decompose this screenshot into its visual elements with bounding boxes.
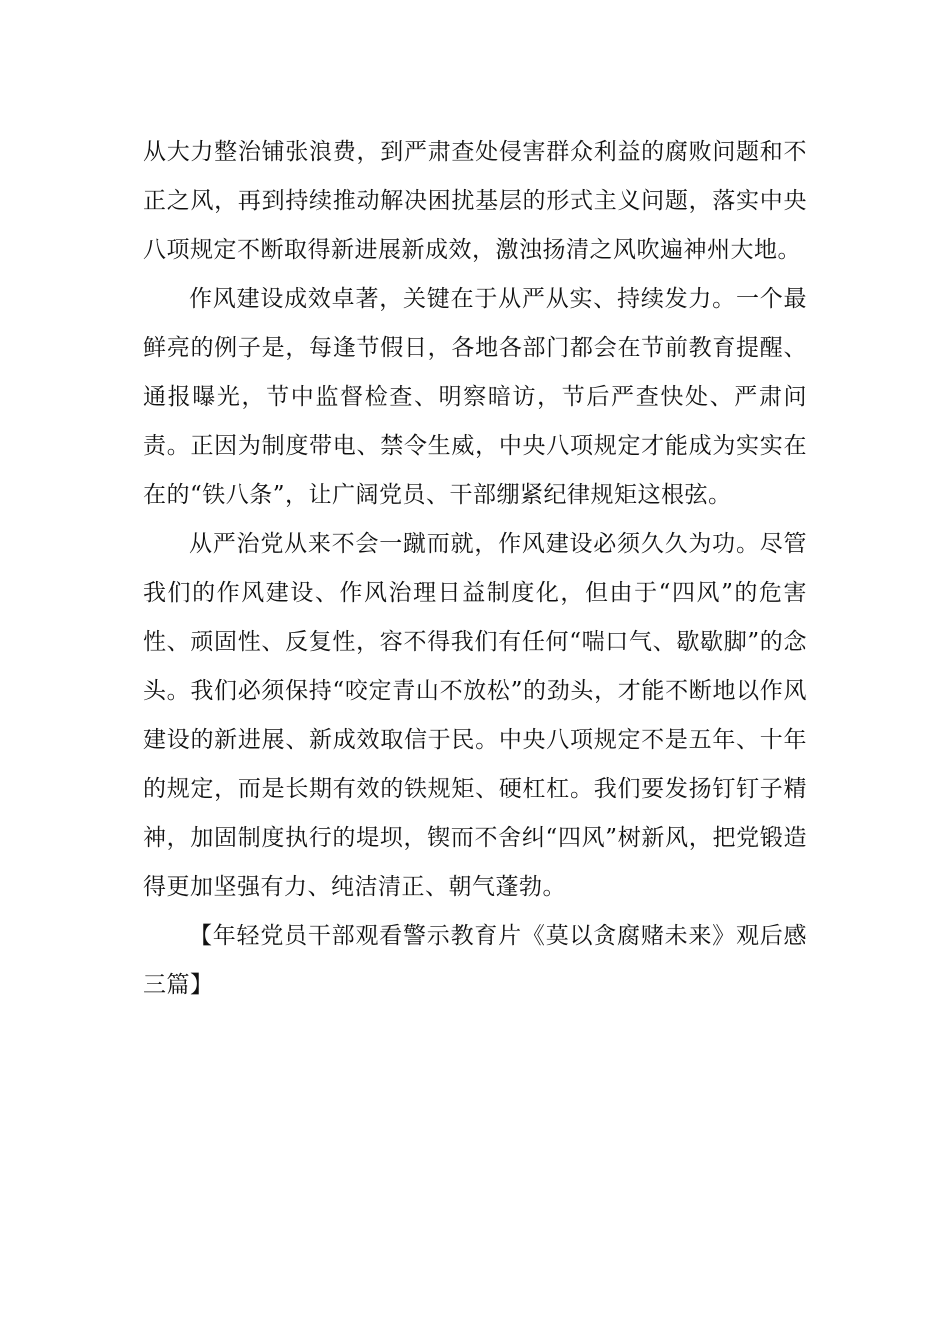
paragraph-style-effectiveness: 作风建设成效卓著，关键在于从严从实、持续发力。一个最鲜亮的例子是，每逢节假日，各地各部门都会在节前教育提醒、通报曝光，节中监督检查、明察暗访，节后严查快处、严肃问责。正因为制度带电、禁令生威，中央八项规定才能成为实实在在的“铁八条”，让广阔党员、干部绷紧纪律规矩这根弦。 bbox=[143, 286, 807, 508]
paragraph-continuation: 从大力整治铺张浪费，到严肃查处侵害群众利益的腐败问题和不正之风，再到持续推动解决困扰基层的形式主义问题，落实中央八项规定不断取得新进展新成效，激浊扬清之风吹遍神州大地。 bbox=[143, 139, 807, 263]
paragraph-long-term-effort: 从严治党从来不会一蹴而就，作风建设必须久久为功。尽管我们的作风建设、作风治理日益制度化，但由于“四风”的危害性、顽固性、反复性，容不得我们有任何“喘口气、歇歇脚”的念头。我们必须保持“咬定青山不放松”的劲头，才能不断地以作风建设的新进展、新成效取信于民。中央八项规定不是五年、十年的规定，而是长期有效的铁规矩、硬杠杠。我们要发扬钉钉子精神，加固制度执行的堤坝，锲而不舍纠“四风”树新风，把党锻造得更加坚强有力、纯洁清正、朝气蓬勃。 bbox=[143, 531, 807, 900]
document-body bbox=[143, 128, 807, 1010]
section-heading: 【年轻党员干部观看警示教育片《莫以贪腐赌未来》观后感三篇】 bbox=[143, 923, 807, 998]
